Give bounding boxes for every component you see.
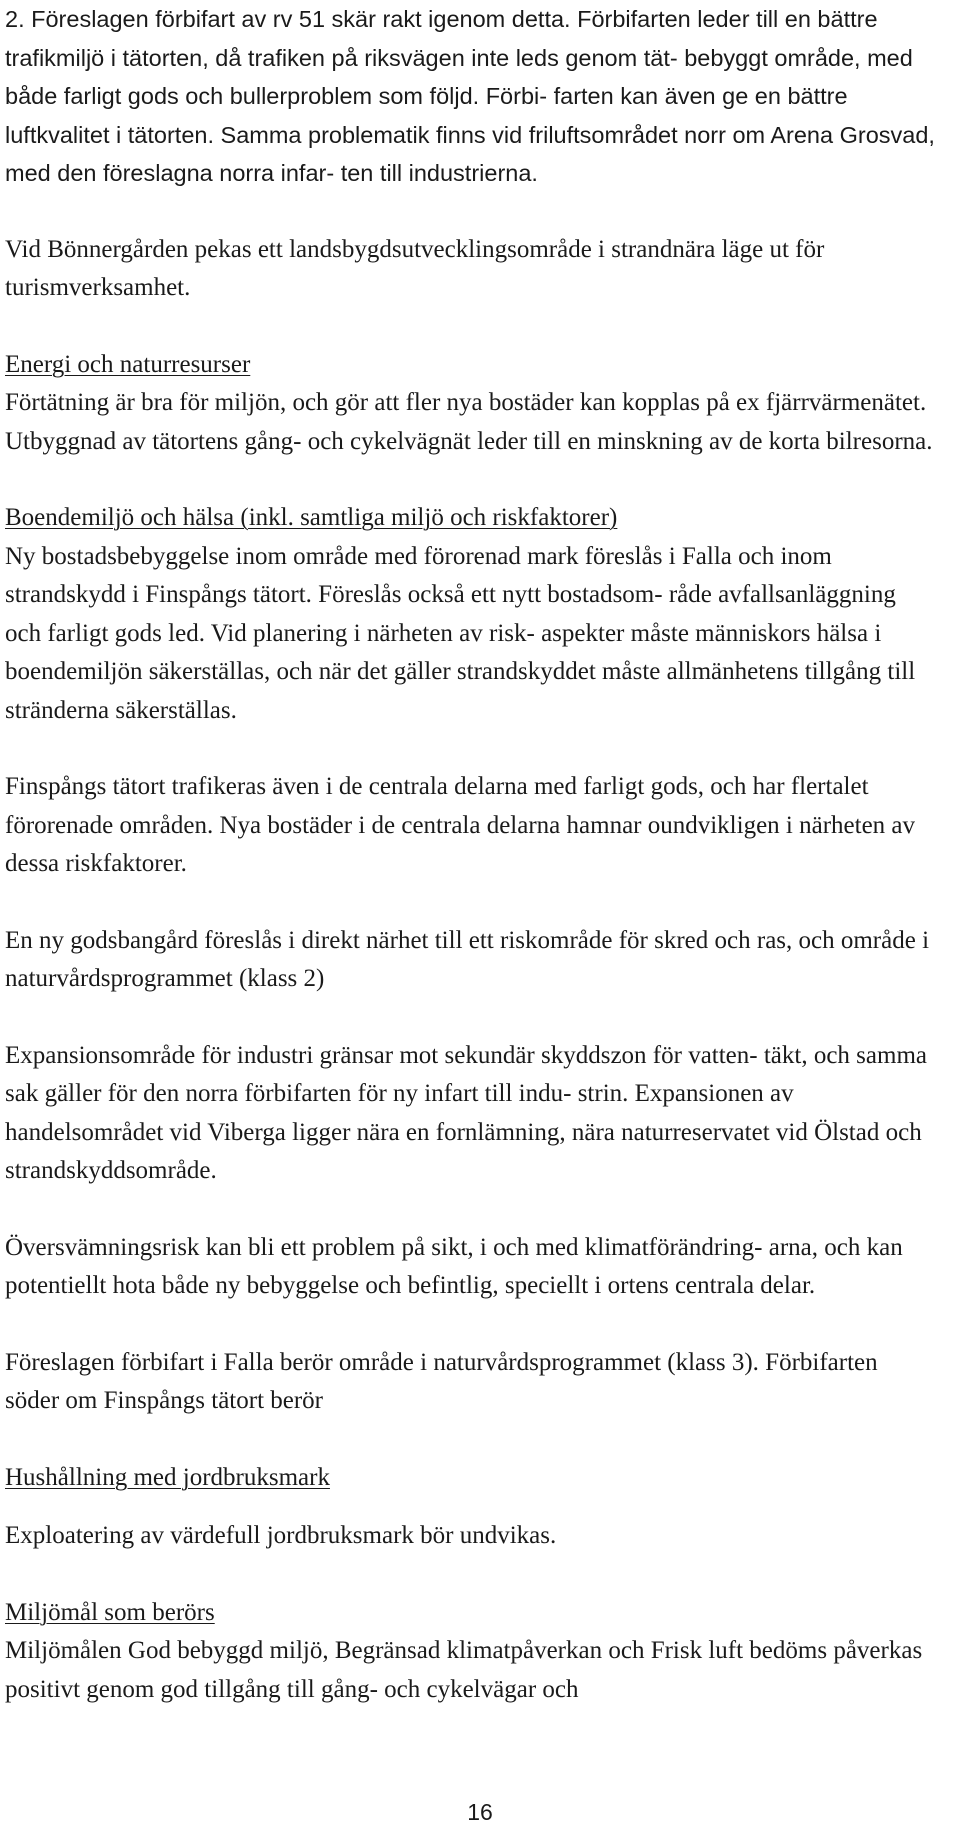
heading-energi: Energi och naturresurser: [5, 350, 251, 378]
paragraph-energi: Förtätning är bra för miljön, och gör att fler nya bostäder kan kopplas på ex fjärrvärmenätet. Utbyggnad av tätortens gång- och cykelvägnät leder till en minskning av de korta bilresorna.: [5, 389, 933, 455]
paragraph-expansion: Expansionsområde för industri gränsar mot sekundär skyddszon för vatten- täkt, och samma sak gäller för den norra förbifarten för ny infart till indu- strin. Expansionen av handelsområdet vid Viberga ligger nära en fornlämning, nära naturreservatet vid Ölstad och strandskyddsområde.: [5, 1041, 927, 1184]
paragraph-miljomal: Miljömålen God bebyggd miljö, Begränsad klimatpåverkan och Frisk luft bedöms påverkas positivt genom god tillgång till gång- och cykelvägar och: [5, 1637, 923, 1703]
paragraph-forbifart-falla: Föreslagen förbifart i Falla berör område i naturvårdsprogrammet (klass 3). Förbifarten söder om Finspångs tätort berör: [5, 1348, 878, 1414]
paragraph-godsbangard: En ny godsbangård föreslås i direkt närhet till ett riskområde för skred och ras, och område i naturvårdsprogrammet (klass 2): [5, 926, 930, 992]
paragraph-finspang: Finspångs tätort trafikeras även i de centrala delarna med farligt gods, och har flertalet förorenade områden. Nya bostäder i de centrala delarna hamnar oundvikligen i närheten av dessa riskfaktorer.: [5, 773, 916, 877]
heading-boendemiljo: Boendemiljö och hälsa (inkl. samtliga miljö och riskfaktorer): [5, 504, 618, 531]
page-number: 16: [467, 1799, 493, 1825]
heading-miljomal: Miljömål som berörs: [5, 1598, 215, 1626]
document-body: [5, 0, 935, 1709]
paragraph-forbifart-rv51: 2. Föreslagen förbifart av rv 51 skär rakt igenom detta. Förbifarten leder till en bättre trafikmiljö i tätorten, då trafiken på riksvägen inte leds genom tät- bebyggt område, med både farligt gods och bullerproblem som följd. Förbi- farten kan även ge en bättre luftkvalitet i tätorten. Samma problematik finns vid friluftsområdet norr om Arena Grosvad, med den föreslagna norra infar- ten till industrierna.: [5, 6, 935, 186]
heading-hushallning: Hushållning med jordbruksmark: [5, 1463, 330, 1491]
paragraph-boendemiljo: Ny bostadsbebyggelse inom område med förorenad mark föreslås i Falla och inom strandskydd i Finspångs tätort. Föreslås också ett nytt bostadsom- råde avfallsanläggning och farligt gods led. Vid planering i närheten av risk- aspekter måste människors hälsa i boendemiljön säkerställas, och när det gäller strandskyddet måste allmänhetens tillgång till stränderna säkerställas.: [5, 542, 916, 724]
paragraph-hushallning: Exploatering av värdefull jordbruksmark bör undvikas.: [5, 1522, 557, 1549]
paragraph-bonnergarden: Vid Bönnergården pekas ett landsbygdsutvecklingsområde i strandnära läge ut för turismverksamhet.: [5, 235, 825, 301]
paragraph-oversvamning: Översvämningsrisk kan bli ett problem på sikt, i och med klimatförändring- arna, och kan potentiellt hota både ny bebyggelse och befintlig, speciellt i ortens centrala delar.: [5, 1233, 903, 1299]
